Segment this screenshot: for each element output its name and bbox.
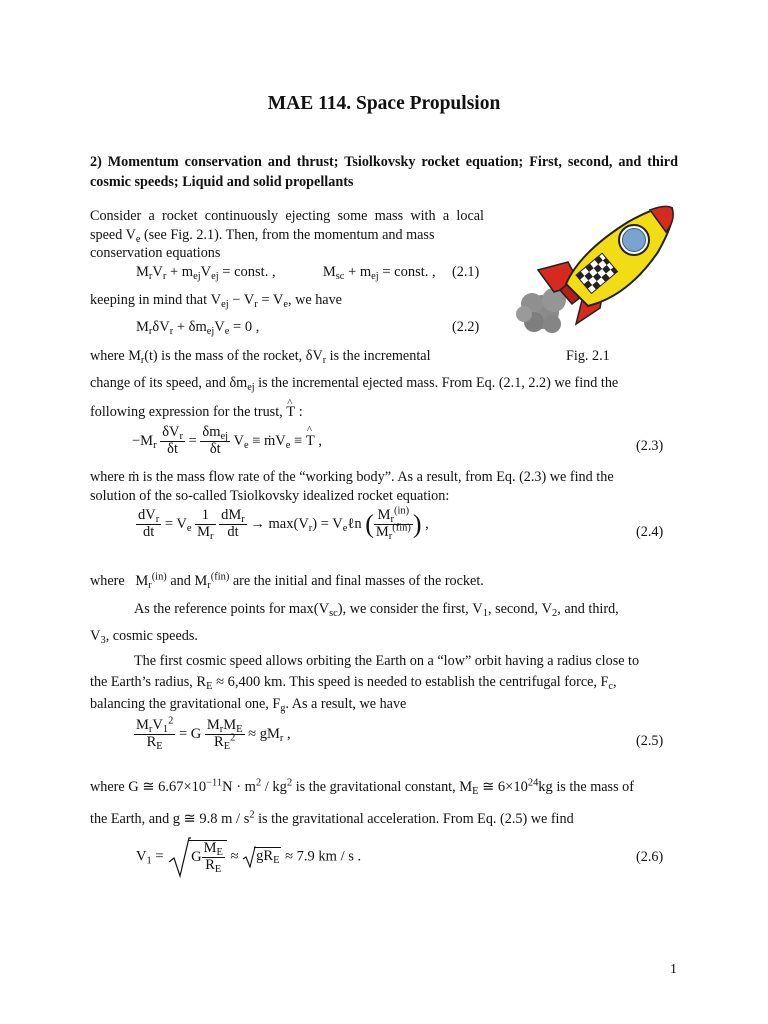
equation-2-1: $M_rV_r + m_{ej}V_{ej}$ = const. , $M_{sc} + m_{ej}$ = const. , bbox=[136, 264, 436, 283]
paragraph-line: where $M_r^{(in)}$ and $M_r^{(fin)}$ are the initial and final masses of the rocket. bbox=[90, 571, 484, 592]
paragraph-line: keeping in mind that $V_{ej} - V_r = V_e$, we have bbox=[90, 292, 342, 311]
paragraph-line: speed $V_e$ (see Fig. 2.1). Then, from the momentum and mass bbox=[90, 227, 435, 246]
equation-number: (2.3) bbox=[636, 438, 664, 454]
paragraph-line: Consider a rocket continuously ejecting some mass with a local bbox=[90, 208, 484, 224]
paragraph-line: change of its speed, and $\delta m_{ej}$ is the incremental ejected mass. From Eq. (2.1, 2.2) we find the bbox=[90, 375, 619, 394]
equation-number: (2.2) bbox=[452, 319, 480, 335]
paragraph-line: following expression for the trust, ^ T : bbox=[90, 403, 303, 422]
equation-2-2: $M_r\delta V_r + \delta m_{ej}V_e = 0$ , bbox=[136, 319, 260, 338]
equation-number: (2.4) bbox=[636, 524, 664, 540]
paragraph-line: balancing the gravitational one, $F_g$. As a result, we have bbox=[90, 696, 407, 715]
paragraph-line: the Earth’s radius, $R_E \approx 6,400$ km. This speed is needed to establish the centrifugal force, $F_c$, bbox=[90, 674, 617, 693]
paragraph-line: As the reference points for $\max(V_{sc})$, we consider the first, $V_1$, second, $V_2$, and third, bbox=[134, 601, 619, 620]
paragraph-line: where ṁ is the mass flow rate of the “working body”. As a result, from Eq. (2.3) we find the bbox=[90, 469, 614, 485]
paragraph-line: the Earth, and g ≅ 9.8 m / $s^2$ is the gravitational acceleration. From Eq. (2.5) we find bbox=[90, 809, 574, 827]
section-heading: 2) Momentum conservation and thrust; Tsiolkovsky rocket equation; First, second, and third cosmic speeds; Liquid and solid propellants bbox=[90, 154, 678, 190]
smoke-puff bbox=[516, 288, 566, 333]
paragraph-line: where $M_r(t)$ is the mass of the rocket, $\delta V_r$ is the incremental bbox=[90, 348, 431, 367]
equation-2-5: $\frac{M_rV_1^2}{R_E}$ = G $\frac{M_rM_E}{R_E^2}$ ≈ $gM_r$ , bbox=[136, 715, 291, 753]
paragraph-line: The first cosmic speed allows orbiting the Earth on a “low” orbit having a radius close to bbox=[134, 653, 640, 669]
equation-2-6: $V_1 = G$ $\frac{M_E}{R_E}$ ≈ $gR_E \approx 7.9$ km / s . bbox=[136, 836, 361, 878]
porthole-window bbox=[623, 229, 646, 252]
equation-number: (2.1) bbox=[452, 264, 480, 280]
rocket-body bbox=[566, 207, 673, 306]
paragraph-line: conservation equations bbox=[90, 245, 221, 261]
page-number: 1 bbox=[670, 962, 677, 977]
rocket-illustration bbox=[510, 200, 680, 340]
page-title: MAE 114. Space Propulsion bbox=[267, 93, 501, 114]
equation-number: (2.6) bbox=[636, 849, 664, 865]
figure-caption: Fig. 2.1 bbox=[566, 348, 610, 364]
paragraph-line: $V_3$, cosmic speeds. bbox=[90, 628, 198, 647]
paragraph-line: where G ≅ $6.67\times 10^{-11}N \cdot m^2 / kg^2$ is the gravitational constant, $M_E$ ≅ $6\times 10^{24}kg$ is the mass of bbox=[90, 777, 634, 798]
equation-number: (2.5) bbox=[636, 733, 664, 749]
paragraph-line: solution of the so-called Tsiolkovsky idealized rocket equation: bbox=[90, 488, 450, 504]
equation-2-3: $-M_r$ $\frac{\delta V_r}{\delta t}$ = $\frac{\delta m_{ej}}{\delta t}$ $V_e$ ≡ ṁV$_e$ ≡ ^ T , bbox=[132, 425, 322, 458]
equation-2-4: $\frac{dV_r}{dt}$ = $V_e$ $\frac{1}{M_r}$ $\frac{dM_r}{dt}$ → $\max(V_r)$ = $V_e\ell n$ ( $\frac{M_r^{(in)}}{M_r^{(fin)}}$ ) , bbox=[138, 505, 429, 543]
